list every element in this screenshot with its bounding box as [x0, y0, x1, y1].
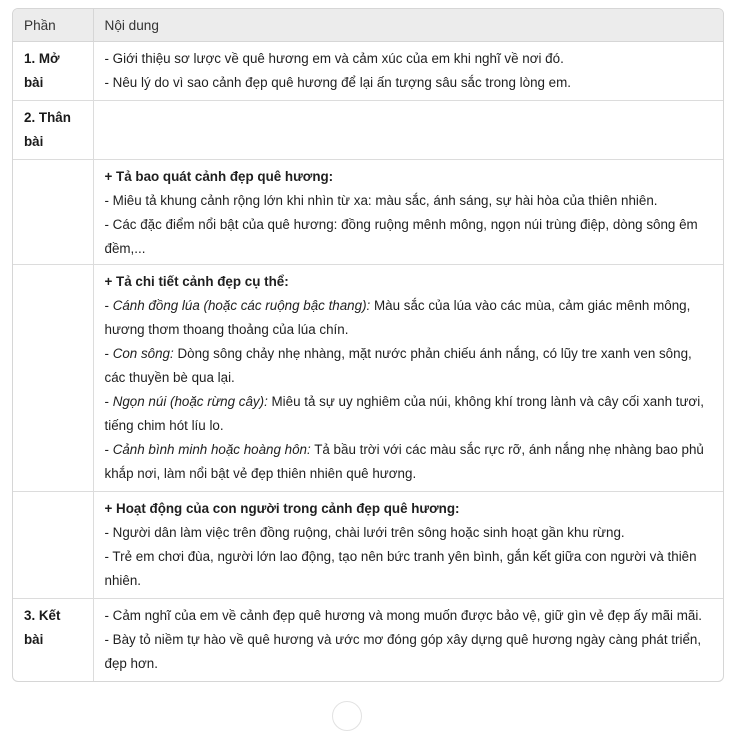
detail-item	[105, 390, 713, 438]
table-row-mo-bai	[13, 42, 723, 101]
content-ket-bai	[93, 599, 723, 682]
content-line: - Các đặc điểm nổi bật của quê hương: đồng ruộng mênh mông, ngọn núi trùng điệp, dòng sông êm đềm,...	[104, 217, 698, 256]
content-line: - Trẻ em chơi đùa, người lớn lao động, tạo nên bức tranh yên bình, gắn kết giữa con người và thiên nhiên.	[104, 549, 697, 588]
part-cell-empty	[13, 492, 93, 599]
section-heading: + Tả chi tiết cảnh đẹp cụ thể:	[104, 274, 289, 289]
table-row-ket-bai	[13, 599, 723, 682]
dash: -	[104, 394, 113, 409]
detail-item-text: Miêu tả sự uy nghiêm của núi, không khí trong lành và cây cối xanh tươi, tiếng chim hót líu lo.	[104, 394, 704, 433]
part-label-than-bai: 2. Thân bài	[13, 101, 93, 160]
outline-table-container	[12, 8, 724, 682]
content-mo-bai	[93, 42, 723, 101]
dash: -	[104, 346, 113, 361]
content-line: - Giới thiệu sơ lược về quê hương em và cảm xúc của em khi nghĩ về nơi đó.	[104, 51, 564, 66]
content-ta-bao-quat	[93, 160, 723, 265]
detail-item-text: Màu sắc của lúa vào các mùa, cảm giác mênh mông, hương thơm thoang thoảng của lúa chín.	[104, 298, 691, 337]
detail-item-label: Ngọn núi (hoặc rừng cây):	[112, 394, 268, 409]
content-line: - Người dân làm việc trên đồng ruộng, chài lưới trên sông hoặc sinh hoạt gần khu rừng.	[104, 525, 625, 540]
dash: -	[104, 442, 113, 457]
column-header-content: Nội dung	[93, 9, 723, 42]
content-line: - Bày tỏ niềm tự hào về quê hương và ước mơ đóng góp xây dựng quê hương ngày càng phát triển, đẹp hơn.	[104, 632, 702, 671]
detail-item-label: Con sông:	[112, 346, 174, 361]
content-line: - Miêu tả khung cảnh rộng lớn khi nhìn từ xa: màu sắc, ánh sáng, sự hài hòa của thiên nhiên.	[104, 193, 658, 208]
detail-item	[105, 342, 713, 390]
table-row-than-bai	[13, 101, 723, 160]
content-hoat-dong	[93, 492, 723, 599]
table-row-hoat-dong	[13, 492, 723, 599]
part-cell-empty	[13, 160, 93, 265]
detail-item-text: Tả bầu trời với các màu sắc rực rỡ, ánh nắng nhẹ nhàng bao phủ khắp nơi, làm nổi bật vẻ đẹp thiên nhiên quê hương.	[104, 442, 704, 481]
part-label-mo-bai: 1. Mở bài	[24, 51, 60, 90]
content-than-bai-empty	[93, 101, 723, 160]
section-heading: + Hoạt động của con người trong cảnh đẹp quê hương:	[104, 501, 460, 516]
detail-item-label: Cánh đồng lúa (hoặc các ruộng bậc thang):	[112, 298, 371, 313]
dash: -	[104, 298, 113, 313]
content-line: - Nêu lý do vì sao cảnh đẹp quê hương để lại ấn tượng sâu sắc trong lòng em.	[104, 75, 572, 90]
part-cell-empty	[13, 265, 93, 492]
column-header-part: Phần	[13, 9, 93, 42]
detail-item	[105, 294, 713, 342]
detail-item-text: Dòng sông chảy nhẹ nhàng, mặt nước phản chiếu ánh nắng, có lũy tre xanh ven sông, các thuyền bè qua lại.	[104, 346, 692, 385]
detail-item	[105, 438, 713, 486]
content-ta-chi-tiet	[93, 265, 723, 492]
table-header-row	[13, 9, 723, 42]
content-line: - Cảm nghĩ của em về cảnh đẹp quê hương và mong muốn được bảo vệ, giữ gìn vẻ đẹp ấy mãi mãi.	[104, 608, 703, 623]
outline-table	[13, 9, 723, 681]
detail-item-label: Cảnh bình minh hoặc hoàng hôn:	[112, 442, 311, 457]
table-row-ta-bao-quat	[13, 160, 723, 265]
part-label-ket-bai: 3. Kết bài	[13, 599, 93, 682]
section-heading: + Tả bao quát cảnh đẹp quê hương:	[104, 169, 334, 184]
table-row-ta-chi-tiet	[13, 265, 723, 492]
scroll-down-button[interactable]	[332, 701, 362, 731]
